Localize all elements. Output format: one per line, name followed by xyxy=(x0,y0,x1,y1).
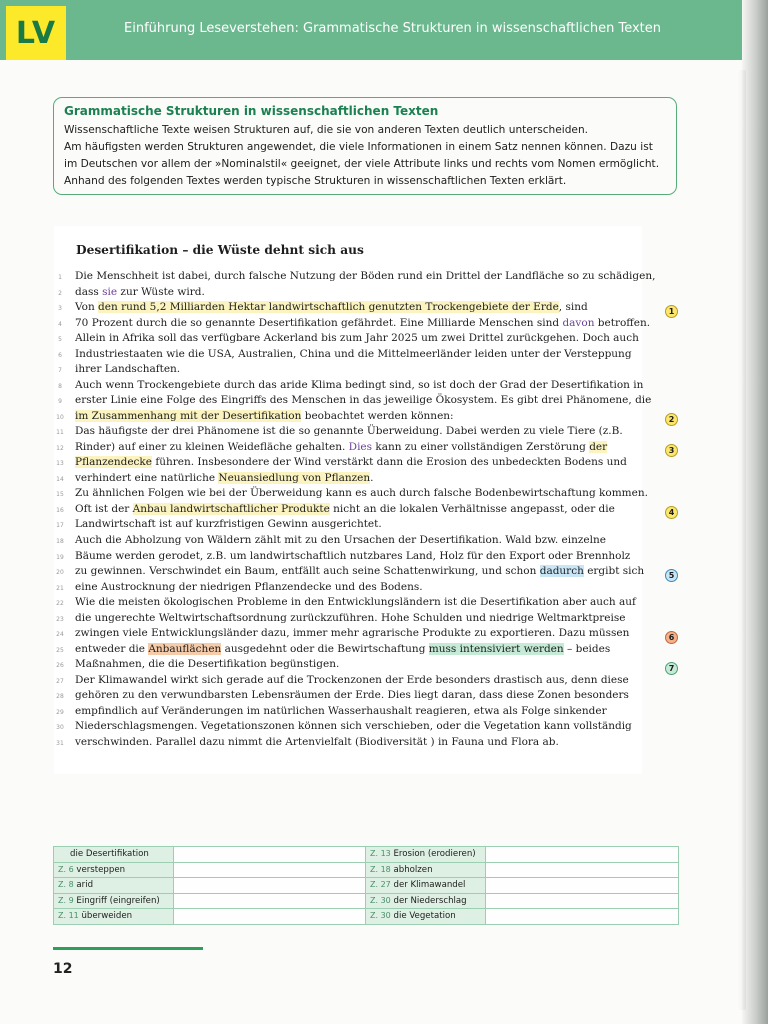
line-number: 16 xyxy=(56,506,64,514)
text-run: gehören zu den verwundbarsten Lebensräumen der Erde. Dies liegt daran, dass diese Zonen besonders xyxy=(75,689,629,702)
line-number: 13 xyxy=(56,460,64,468)
text-run: . xyxy=(370,471,374,484)
text-run: Industriestaaten wie die USA, Australien, China und die Mittelmeerländer leiden unter der Versteppung xyxy=(75,347,632,360)
article-line xyxy=(75,550,630,562)
article-line xyxy=(75,736,559,748)
article-line xyxy=(75,456,627,468)
line-number: 3 xyxy=(58,305,62,313)
intro-line-nominalstil: im Deutschen vor allem der »Nominalstil« geeignet, der viele Attribute links und rechts vom Nomen ermöglicht. xyxy=(64,158,660,170)
text-run: beobachtet werden können: xyxy=(301,409,454,422)
answer-cell[interactable] xyxy=(174,878,366,894)
article-line xyxy=(75,487,648,499)
vocabulary-row xyxy=(54,862,679,878)
article-line xyxy=(75,581,423,593)
vocabulary-word: die Vegetation xyxy=(393,911,456,922)
text-run: nicht an die lokalen Verhältnisse angepasst, oder die xyxy=(329,502,615,515)
text-run: führen. Insbesondere der Wind verstärkt dann die Erosion des unbedeckten Bodens und xyxy=(152,456,627,469)
vocabulary-word: die Desertifikation xyxy=(70,849,149,860)
article-line xyxy=(75,596,636,608)
vocabulary-word: überweiden xyxy=(81,911,133,922)
vocabulary-term xyxy=(54,909,174,925)
line-reference: Z. 9 xyxy=(58,895,74,905)
section-badge: LV xyxy=(6,6,66,60)
article-line xyxy=(75,472,374,484)
vocabulary-term xyxy=(366,878,486,894)
line-number: 15 xyxy=(56,491,64,499)
article-line xyxy=(75,301,588,313)
line-number: 18 xyxy=(56,538,64,545)
vocabulary-term xyxy=(366,909,486,925)
answer-cell[interactable] xyxy=(174,847,366,863)
vocabulary-word: abholzen xyxy=(393,864,433,875)
text-run: Das häufigste der drei Phänomene ist die so genannte Überweidung. Dabei werden zu viele Tiere (z.B. xyxy=(75,425,623,438)
article-line xyxy=(75,534,606,546)
highlighted-phrase: den rund 5,2 Milliarden Hektar landwirtschaftlich genutzten Trockengebiete der Erde xyxy=(98,301,559,314)
vocabulary-term xyxy=(366,847,486,863)
article-line xyxy=(75,363,180,375)
text-run: dass xyxy=(75,285,103,298)
article-line xyxy=(75,348,632,360)
vocabulary-row xyxy=(54,893,679,909)
vocabulary-row xyxy=(54,909,679,925)
reference-word: davon xyxy=(562,316,595,329)
article-line xyxy=(75,612,625,624)
text-run: ausgedehnt oder die Bewirtschaftung xyxy=(221,642,429,655)
text-run: Der Klimawandel wirkt sich gerade auf die Trockenzonen der Erde besonders drastisch aus, denn diese xyxy=(75,673,629,686)
line-number: 23 xyxy=(56,615,64,623)
article-line xyxy=(75,270,655,282)
line-number: 19 xyxy=(56,553,64,561)
article-line xyxy=(75,658,339,670)
article-line xyxy=(75,674,629,686)
text-run: Allein in Afrika soll das verfügbare Ackerland bis zum Jahr 2025 um zwei Drittel zurückgehen. Doch auch xyxy=(75,332,639,345)
line-reference: Z. 13 xyxy=(370,849,391,859)
answer-cell[interactable] xyxy=(174,862,366,878)
vocabulary-term xyxy=(54,862,174,878)
header-title: Einführung Leseverstehen: Grammatische Strukturen in wissenschaftlichen Texten xyxy=(124,21,661,36)
vocabulary-row xyxy=(54,878,679,894)
line-number: 21 xyxy=(56,584,64,592)
line-number: 31 xyxy=(56,739,64,747)
vocabulary-table xyxy=(53,846,679,925)
text-run: verschwinden. Parallel dazu nimmt die Artenvielfalt (Biodiversität ) in Fauna und Flora ab. xyxy=(75,735,559,748)
vocabulary-term xyxy=(54,893,174,909)
answer-cell[interactable] xyxy=(174,893,366,909)
intro-box xyxy=(53,97,677,195)
answer-cell[interactable] xyxy=(486,909,679,925)
article-line xyxy=(75,689,629,701)
line-number: 6 xyxy=(58,351,62,359)
vocabulary-term xyxy=(54,847,174,863)
line-number: 11 xyxy=(56,429,64,437)
answer-cell[interactable] xyxy=(486,893,679,909)
intro-line: Am häufigsten werden Strukturen angewendet, die viele Informationen in einem Satz nennen können. Dazu ist xyxy=(64,141,653,153)
highlighted-phrase: Pflanzendecke xyxy=(75,456,152,469)
highlighted-phrase: Neuansiedlung von Pflanzen xyxy=(218,471,371,484)
page-edge-shadow xyxy=(738,70,746,1010)
annotation-marker: 6 xyxy=(665,631,678,644)
vocabulary-word: versteppen xyxy=(76,864,126,875)
line-number: 14 xyxy=(56,475,64,483)
line-number: 5 xyxy=(58,336,62,344)
annotation-marker: 3 xyxy=(665,444,678,457)
text-run: zur Wüste wird. xyxy=(117,285,205,298)
text-run: betroffen. xyxy=(594,316,651,329)
text-run: kann zu einer vollständigen Zerstörung xyxy=(372,440,590,453)
line-reference: Z. 8 xyxy=(58,880,74,890)
vocabulary-word: Erosion (erodieren) xyxy=(393,849,476,860)
article-line xyxy=(75,705,607,717)
text-run: Bäume werden gerodet, z.B. um landwirtschaftlich nutzbares Land, Holz für den Export oder Brennholz xyxy=(75,549,631,562)
vocabulary-term xyxy=(54,878,174,894)
article-line xyxy=(75,317,650,329)
line-number: 28 xyxy=(56,693,64,701)
line-number: 26 xyxy=(56,662,64,670)
line-number: 12 xyxy=(56,444,64,452)
text-run: Die Menschheit ist dabei, durch falsche Nutzung der Böden rund ein Drittel der Landfläche so zu schädigen, xyxy=(75,270,656,282)
highlighted-phrase: muss intensiviert werden xyxy=(428,642,564,655)
text-run: , sind xyxy=(558,301,588,314)
text-run: Auch wenn Trockengebiete durch das aride Klima bedingt sind, so ist doch der Grad der Desertifikation in xyxy=(75,378,644,391)
article-line xyxy=(75,565,644,577)
annotation-marker: 1 xyxy=(665,305,678,318)
text-run: Niederschlagsmengen. Vegetationszonen können sich verschieben, oder die Vegetation kann vollständig xyxy=(75,720,632,733)
line-number: 7 xyxy=(58,367,62,375)
vocabulary-word: arid xyxy=(76,880,94,891)
vocabulary-term xyxy=(366,862,486,878)
article-line xyxy=(75,720,632,732)
text-run: Auch die Abholzung von Wäldern zählt mit zu den Ursachen der Desertifikation. Wald bzw. einzelne xyxy=(75,534,606,546)
text-run: Zu ähnlichen Folgen wie bei der Überweidung kann es auch durch falsche Bodenbewirtschaftung kommen. xyxy=(75,487,648,500)
text-run: ergibt sich xyxy=(583,565,645,578)
line-reference: Z. 30 xyxy=(370,895,391,905)
article-line xyxy=(75,410,454,422)
text-run: Wie die meisten ökologischen Probleme in den Entwicklungsländern ist die Desertifikation aber auch auf xyxy=(75,596,636,609)
vocabulary-word: der Niederschlag xyxy=(393,895,467,906)
article-line xyxy=(75,503,615,515)
text-run: zu gewinnen. Verschwindet ein Baum, entfällt auch seine Schattenwirkung, und schon xyxy=(75,565,540,578)
annotation-marker: 4 xyxy=(665,506,678,519)
line-reference: Z. 6 xyxy=(58,864,74,874)
line-number: 30 xyxy=(56,724,64,732)
annotation-marker: 7 xyxy=(665,662,678,675)
intro-line: Anhand des folgenden Textes werden typische Strukturen in wissenschaftlichen Texten erklärt. xyxy=(64,175,567,187)
line-reference: Z. 30 xyxy=(370,911,391,921)
text-run: verhindert eine natürliche xyxy=(75,471,219,484)
text-run: Rinder) auf einer zu kleinen Weidefläche gehalten. xyxy=(75,440,349,453)
line-reference: Z. 27 xyxy=(370,880,391,890)
article-line xyxy=(75,425,623,437)
highlighted-phrase: Anbauflächen xyxy=(148,642,222,655)
text-run: zwingen viele Entwicklungsländer dazu, immer mehr agrarische Produkte zu exportieren. Dazu müssen xyxy=(75,627,630,640)
text-run: Landwirtschaft ist auf kurzfristigen Gewinn ausgerichtet. xyxy=(75,518,382,531)
vocabulary-term xyxy=(366,893,486,909)
line-number: 24 xyxy=(56,631,64,639)
article-line xyxy=(75,441,607,453)
answer-cell[interactable] xyxy=(486,862,679,878)
footer-bar xyxy=(53,947,203,950)
line-number: 4 xyxy=(58,320,62,328)
reference-word: Dies xyxy=(348,440,373,453)
text-run: die ungerechte Weltwirtschaftsordnung zurückzuführen. Hohe Schulden und niedrige Weltmarktpreise xyxy=(75,611,626,624)
line-number: 2 xyxy=(58,289,62,297)
text-run: eine Austrocknung der niedrigen Pflanzendecke und des Bodens. xyxy=(75,580,423,593)
answer-cell[interactable] xyxy=(486,878,679,894)
article-line xyxy=(75,379,643,391)
vocabulary-word: Eingriff (eingreifen) xyxy=(76,895,160,906)
answer-cell[interactable] xyxy=(174,909,366,925)
text-run: ihrer Landschaften. xyxy=(75,363,181,376)
highlighted-phrase: der xyxy=(589,440,608,453)
intro-heading: Grammatische Strukturen in wissenschaftlichen Texten xyxy=(64,104,439,118)
text-run: erster Linie eine Folge des Eingriffs des Menschen in das jeweilige Ökosystem. Es gibt drei Phänomene, die xyxy=(75,394,652,407)
reference-word: sie xyxy=(102,285,118,298)
page-number: 12 xyxy=(53,961,73,977)
answer-cell[interactable] xyxy=(486,847,679,863)
line-number: 20 xyxy=(56,569,64,577)
text-run: Oft ist der xyxy=(75,502,133,515)
vocabulary-row xyxy=(54,847,679,863)
text-run: Maßnahmen, die die Desertifikation begünstigen. xyxy=(75,658,340,671)
line-number: 29 xyxy=(56,708,64,716)
text-run: entweder die xyxy=(75,642,149,655)
highlighted-phrase: im Zusammenhang mit der Desertifikation xyxy=(75,409,302,422)
line-number: 1 xyxy=(58,274,62,281)
line-number: 10 xyxy=(56,413,64,421)
annotation-marker: 2 xyxy=(665,413,678,426)
annotation-marker: 5 xyxy=(665,569,678,582)
article-line xyxy=(75,627,629,639)
text-run: 70 Prozent durch die so genannte Desertifikation gefährdet. Eine Milliarde Menschen sind xyxy=(75,316,563,329)
line-number: 27 xyxy=(56,677,64,685)
line-number: 8 xyxy=(58,382,62,390)
highlighted-phrase: dadurch xyxy=(539,565,584,578)
line-reference: Z. 11 xyxy=(58,911,79,921)
line-reference: Z. 18 xyxy=(370,864,391,874)
vocabulary-word: der Klimawandel xyxy=(393,880,466,891)
article-title: Desertifikation – die Wüste dehnt sich aus xyxy=(76,243,364,257)
article-line xyxy=(75,286,205,298)
article-line xyxy=(75,332,639,344)
article-line xyxy=(75,394,651,406)
text-run: empfindlich auf Veränderungen im natürlichen Wasserhaushalt reagieren, etwa als Folge sinkender xyxy=(75,704,607,717)
article-line xyxy=(75,643,610,655)
article-line xyxy=(75,518,382,530)
highlighted-phrase: Anbau landwirtschaftlicher Produkte xyxy=(132,502,330,515)
intro-line: Wissenschaftliche Texte weisen Strukturen auf, die sie von anderen Texten deutlich unterscheiden. xyxy=(64,124,589,136)
line-number: 9 xyxy=(58,398,62,406)
line-number: 25 xyxy=(56,646,64,654)
line-number: 22 xyxy=(56,600,64,608)
text-run: Von xyxy=(75,301,99,314)
line-number: 17 xyxy=(56,522,64,530)
text-run: – beides xyxy=(563,642,611,655)
